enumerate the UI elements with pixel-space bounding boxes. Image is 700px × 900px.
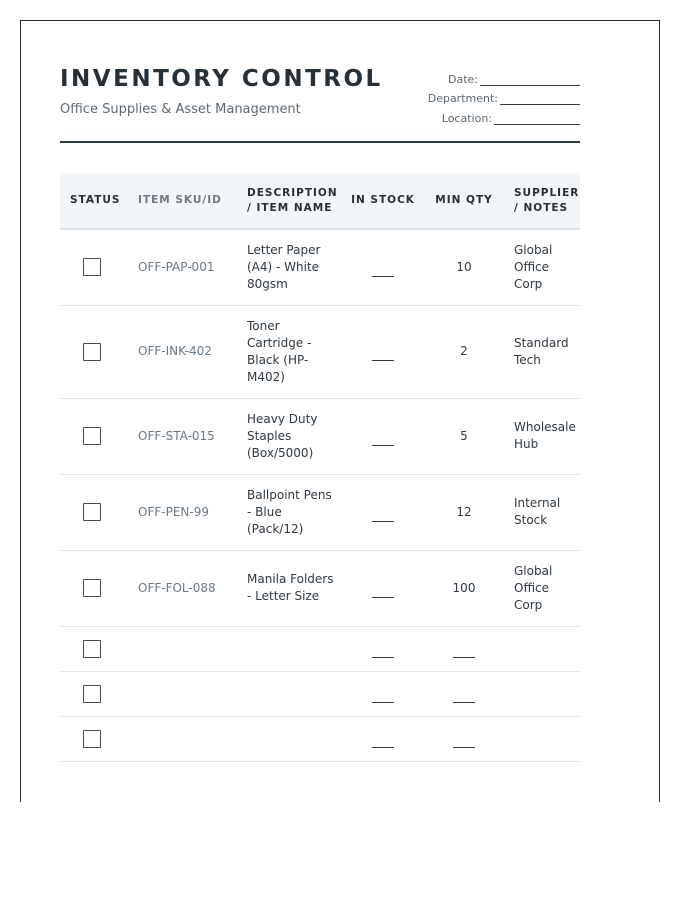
min-qty-blank-line[interactable] — [453, 647, 475, 658]
in-stock-cell[interactable] — [342, 398, 424, 474]
min-qty-cell[interactable] — [424, 716, 504, 761]
min-qty-cell: 12 — [424, 474, 504, 550]
status-cell — [60, 716, 128, 761]
status-cell — [60, 398, 128, 474]
table-row — [60, 305, 580, 398]
in-stock-cell[interactable] — [342, 716, 424, 761]
column-header-in-stock: IN STOCK — [342, 173, 424, 229]
description-cell: Ballpoint Pens - Blue (Pack/12) — [237, 474, 342, 550]
table-row — [60, 550, 580, 626]
in-stock-blank-line[interactable] — [372, 435, 394, 446]
in-stock-blank-line[interactable] — [372, 737, 394, 748]
department-field[interactable] — [350, 86, 580, 106]
supplier-cell: Wholesale Hub — [504, 398, 580, 474]
description-cell[interactable] — [237, 716, 342, 761]
in-stock-cell[interactable] — [342, 474, 424, 550]
in-stock-blank-line[interactable] — [372, 350, 394, 361]
description-cell: Heavy Duty Staples (Box/5000) — [237, 398, 342, 474]
supplier-cell: Internal Stock — [504, 474, 580, 550]
min-qty-blank-line[interactable] — [453, 692, 475, 703]
sku-cell[interactable] — [128, 671, 237, 716]
min-qty-cell: 2 — [424, 305, 504, 398]
status-checkbox[interactable] — [83, 579, 101, 597]
department-blank-line[interactable] — [500, 93, 580, 105]
table-row — [60, 398, 580, 474]
in-stock-blank-line[interactable] — [372, 647, 394, 658]
document-header — [60, 66, 580, 146]
status-cell — [60, 305, 128, 398]
status-checkbox[interactable] — [83, 685, 101, 703]
sku-cell: OFF-STA-015 — [128, 398, 237, 474]
table-header-row — [60, 173, 580, 229]
header-divider — [60, 141, 580, 143]
sku-cell: OFF-INK-402 — [128, 305, 237, 398]
in-stock-blank-line[interactable] — [372, 587, 394, 598]
in-stock-cell[interactable] — [342, 229, 424, 305]
min-qty-blank-line[interactable] — [453, 737, 475, 748]
column-header-status: STATUS — [60, 173, 128, 229]
status-cell — [60, 626, 128, 671]
status-checkbox[interactable] — [83, 427, 101, 445]
empty-table-row — [60, 716, 580, 761]
page-title: INVENTORY CONTROL — [60, 66, 383, 92]
description-cell[interactable] — [237, 626, 342, 671]
description-cell: Letter Paper (A4) - White 80gsm — [237, 229, 342, 305]
status-cell — [60, 671, 128, 716]
status-checkbox[interactable] — [83, 258, 101, 276]
in-stock-blank-line[interactable] — [372, 511, 394, 522]
in-stock-blank-line[interactable] — [372, 692, 394, 703]
sku-cell[interactable] — [128, 626, 237, 671]
supplier-cell: Global Office Corp — [504, 550, 580, 626]
location-field[interactable] — [350, 105, 580, 125]
status-checkbox[interactable] — [83, 640, 101, 658]
supplier-cell[interactable] — [504, 671, 580, 716]
table-row — [60, 229, 580, 305]
status-checkbox[interactable] — [83, 730, 101, 748]
location-label: Location: — [441, 111, 492, 125]
supplier-cell: Standard Tech — [504, 305, 580, 398]
column-header-min-qty: MIN QTY — [424, 173, 504, 229]
empty-table-row — [60, 626, 580, 671]
table-row — [60, 474, 580, 550]
column-header-supplier: SUPPLIER / NOTES — [504, 173, 580, 229]
status-cell — [60, 229, 128, 305]
min-qty-cell: 10 — [424, 229, 504, 305]
inventory-table — [60, 173, 580, 762]
in-stock-cell[interactable] — [342, 626, 424, 671]
min-qty-cell: 100 — [424, 550, 504, 626]
sku-cell: OFF-PEN-99 — [128, 474, 237, 550]
description-cell: Manila Folders - Letter Size — [237, 550, 342, 626]
department-label: Department: — [427, 92, 498, 105]
column-header-sku: ITEM SKU/ID — [128, 173, 237, 229]
status-cell — [60, 550, 128, 626]
in-stock-blank-line[interactable] — [372, 266, 394, 277]
min-qty-cell[interactable] — [424, 626, 504, 671]
in-stock-cell[interactable] — [342, 305, 424, 398]
page-subtitle: Office Supplies & Asset Management — [60, 102, 301, 117]
empty-table-row — [60, 671, 580, 716]
in-stock-cell[interactable] — [342, 550, 424, 626]
status-checkbox[interactable] — [83, 503, 101, 521]
table-body — [60, 229, 580, 761]
sku-cell: OFF-PAP-001 — [128, 229, 237, 305]
location-blank-line[interactable] — [494, 113, 580, 125]
description-cell[interactable] — [237, 671, 342, 716]
in-stock-cell[interactable] — [342, 671, 424, 716]
min-qty-cell[interactable] — [424, 671, 504, 716]
column-header-description: DESCRIPTION / ITEM NAME — [237, 173, 342, 229]
date-blank-line[interactable] — [480, 74, 580, 86]
sku-cell[interactable] — [128, 716, 237, 761]
date-label: Date: — [448, 72, 478, 86]
min-qty-cell: 5 — [424, 398, 504, 474]
status-checkbox[interactable] — [83, 343, 101, 361]
supplier-cell[interactable] — [504, 626, 580, 671]
sku-cell: OFF-FOL-088 — [128, 550, 237, 626]
meta-fields — [350, 66, 580, 125]
date-field[interactable] — [350, 66, 580, 86]
supplier-cell: Global Office Corp — [504, 229, 580, 305]
description-cell: Toner Cartridge - Black (HP-M402) — [237, 305, 342, 398]
status-cell — [60, 474, 128, 550]
supplier-cell[interactable] — [504, 716, 580, 761]
